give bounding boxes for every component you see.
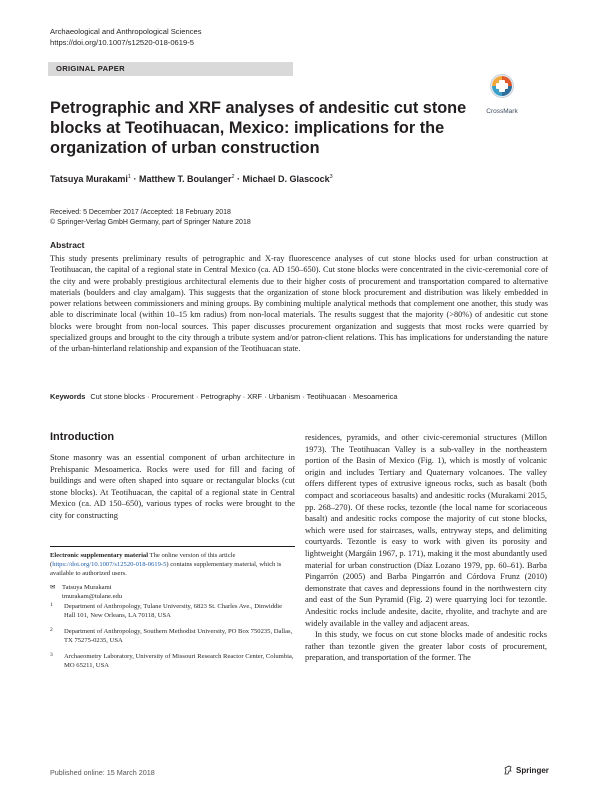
corresponding-author-name: Tatsuya Murakami bbox=[62, 584, 112, 591]
introduction-heading: Introduction bbox=[50, 431, 115, 443]
article-type-banner: ORIGINAL PAPER bbox=[48, 62, 293, 76]
body-paragraph: Stone masonry was an essential component of urban architecture in Prehispanic Mesoamerica. Rocks were used for fill and facing of buildings and were often shaped into square or rectangular blocks (cut stone blocks). At Teotihuacan, the capital of a regional state in Central Mexico (ca. AD 150–650), various types of rocks were brought to the city for constructing bbox=[50, 453, 295, 520]
author-separator-icon: · bbox=[237, 174, 243, 184]
affiliations bbox=[50, 602, 295, 677]
abstract-text: This study presents preliminary results of petrographic and X-ray fluorescence analyses of cut stone blocks used for urban construction at Teotihuacan, the capital of a regional state in Central Mexico (ca. AD 150–650). Cut stone blocks were concentrated in the civic-ceremonial core of the city and were probably prestigious architectural elements due to their higher costs of procurement and transportation compared to alternative materials (boulders and clay amalgam). This suggests that the organization of stone block procurement and distribution was likely embedded in power relations between commissioners and mining groups. By combining multiple analytical methods that complement one another, this study was able to discriminate local (within 10–15 km radius) from non-local materials. The results suggest that the majority (>80%) of andesitic cut stone blocks were brought from non-local sources. This paper discusses procurement organization and suggests that most rocks were quarried by specialized groups and brought to the city through a tribute system and/or patron-client relations. This has implications for understanding the nature of the urban-hinterland relationship and expansion of the Teotihuacan state. bbox=[50, 254, 548, 354]
author-separator-icon: · bbox=[133, 174, 139, 184]
author-list bbox=[50, 174, 333, 184]
journal-name: Archaeological and Anthropological Sciences bbox=[50, 27, 202, 36]
footnote-divider bbox=[50, 546, 295, 547]
corresponding-author-email[interactable]: tmurakam@tulane.edu bbox=[62, 593, 123, 600]
author-affiliation-marker: 2 bbox=[231, 174, 235, 180]
keywords-line bbox=[50, 392, 550, 401]
keywords-list: Cut stone blocks · Procurement · Petrography · XRF · Urbanism · Teotihuacan · Mesoamerica bbox=[90, 392, 398, 401]
affiliation-text: Department of Anthropology, Tulane University, 6823 St. Charles Ave., Dinwiddie Hall 101, New Orleans, LA 70118, USA bbox=[64, 603, 283, 619]
received-accepted-dates: Received: 5 December 2017 /Accepted: 18 February 2018 bbox=[50, 209, 231, 216]
published-online-date: Published online: 15 March 2018 bbox=[50, 768, 155, 777]
esm-doi-link[interactable]: https://doi.org/10.1007/s12520-018-0619-5 bbox=[52, 561, 167, 568]
affiliation-text: Department of Anthropology, Southern Methodist University, PO Box 750235, Dallas, TX 75275-0235, USA bbox=[64, 628, 293, 644]
springer-horse-icon bbox=[503, 765, 513, 775]
affiliation-item bbox=[50, 652, 295, 670]
body-column-right bbox=[305, 432, 547, 664]
crossmark-icon bbox=[480, 73, 524, 101]
body-column-left bbox=[50, 452, 295, 522]
author-name[interactable]: Matthew T. Boulanger bbox=[138, 174, 232, 184]
doi-link[interactable]: https://doi.org/10.1007/s12520-018-0619-5 bbox=[50, 38, 194, 47]
author-name[interactable]: Michael D. Glascock bbox=[242, 174, 330, 184]
correspondence bbox=[50, 583, 122, 601]
affiliation-item bbox=[50, 627, 295, 645]
journal-header bbox=[50, 26, 202, 48]
esm-label: Electronic supplementary material bbox=[50, 552, 149, 559]
affiliation-number: 1 bbox=[50, 602, 53, 608]
copyright-notice: © Springer-Verlag GmbH Germany, part of Springer Nature 2018 bbox=[50, 219, 251, 226]
crossmark-badge[interactable] bbox=[480, 73, 552, 115]
crossmark-label: CrossMark bbox=[486, 108, 518, 115]
affiliation-number: 3 bbox=[50, 652, 53, 658]
supplementary-material-note bbox=[50, 551, 295, 578]
envelope-icon: ✉ bbox=[50, 584, 56, 591]
author-affiliation-marker: 1 bbox=[127, 174, 131, 180]
affiliation-number: 2 bbox=[50, 627, 53, 633]
body-paragraph: residences, pyramids, and other civic-ceremonial structures (Millon 1973). The Teotihuacan Valley is a sub-valley in the northeastern portion of the Basin of Mexico (Fig. 1), which is mostly of volcanic origin and includes Tertiary and Quaternary volcanoes. The valley offers different types of extrusive igneous rocks, such as basalt (both compact and scoriaceous basalts) and andesitic rocks (Murakami 2015, pp. 268–270). Of these rocks, tezontle (the local name for scoriaceous basalt) and andesitic rocks compose the majority of cut stone blocks, which were used for staircases, walls, entryway steps, and delimiting courtyards. Tezontle is easy to work with given its porosity and lightweight (Margáin 1967, p. 171), making it the most abundantly used material for urban construction (Díaz Lozano 1979, pp. 60–61). Barba Pingarrón (2005) and Barba Pingarrón and Córdova Frunz (2010) demonstrate that caves and depressions found in the northwestern city and east of the Sun Pyramid (Fig. 2) were quarrying loci for tezontle. Andesitic rocks include andesite, dacite, rhyolite, and trachyte and are widely available in the valley and adjacent areas. bbox=[305, 433, 547, 628]
affiliation-item bbox=[50, 602, 295, 620]
author-name[interactable]: Tatsuya Murakami bbox=[50, 174, 128, 184]
esm-text: The online version of this article ( bbox=[50, 552, 236, 568]
publisher-logo bbox=[503, 765, 549, 775]
affiliation-text: Archaeometry Laboratory, University of Missouri Research Reactor Center, Columbia, MO 65211, USA bbox=[64, 653, 294, 669]
abstract-heading: Abstract bbox=[50, 240, 85, 250]
keywords-label: Keywords bbox=[50, 392, 86, 401]
article-title: Petrographic and XRF analyses of andesitic cut stone blocks at Teotihuacan, Mexico: implications for the organization of urban construction bbox=[50, 99, 467, 157]
author-affiliation-marker: 3 bbox=[329, 174, 333, 180]
body-paragraph: In this study, we focus on cut stone blocks made of andesitic rocks rather than tezontle given the greater labor costs of procurement, preparation, and transportation of the former. The bbox=[305, 630, 547, 663]
publisher-name: Springer bbox=[516, 765, 549, 775]
article-dates bbox=[50, 208, 251, 228]
esm-text-end: ) contains supplementary material, which is available to authorized users. bbox=[50, 561, 282, 577]
